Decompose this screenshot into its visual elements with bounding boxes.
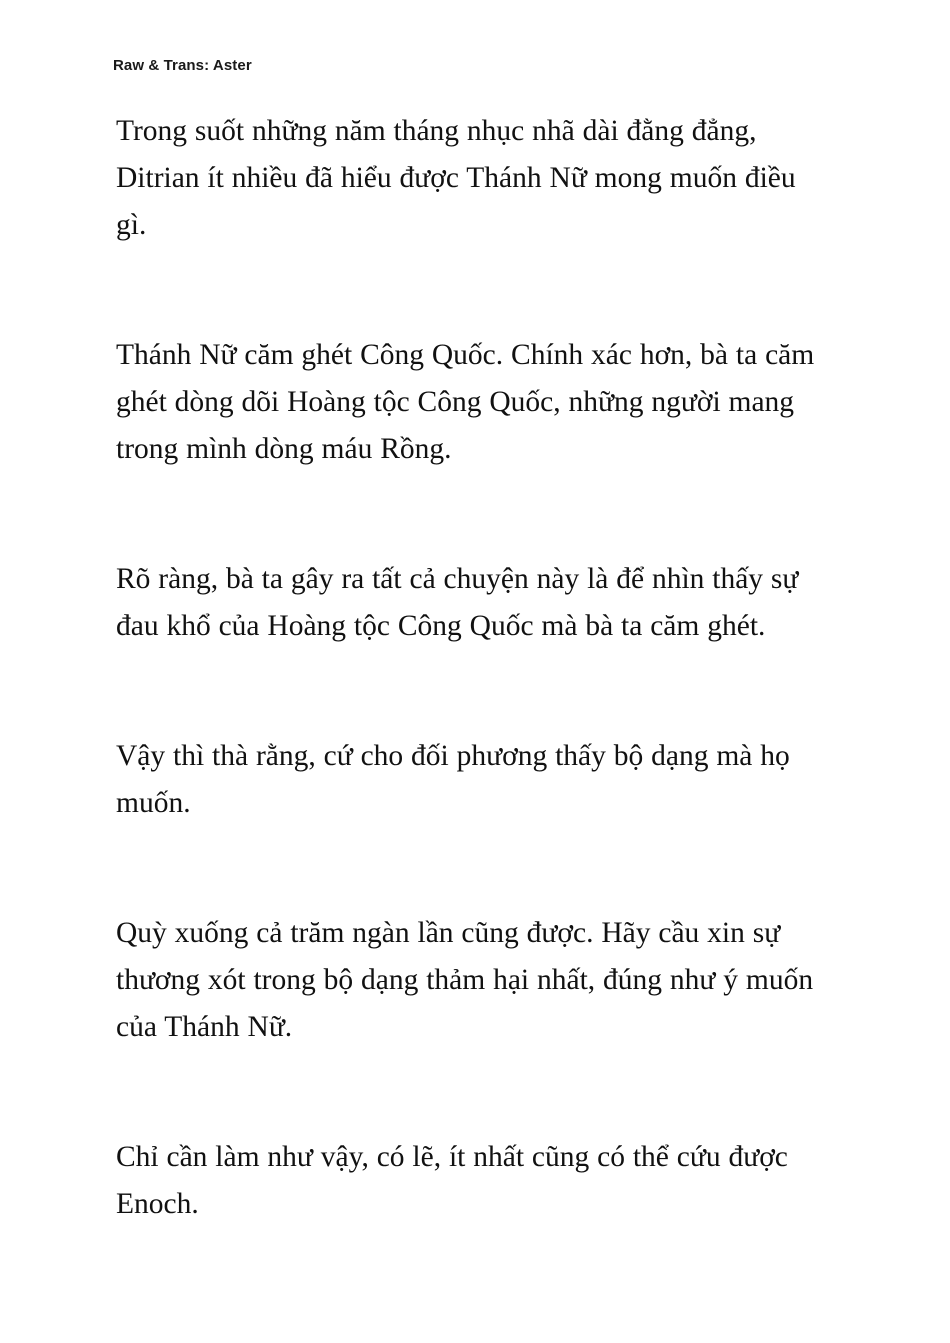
document-body — [116, 108, 832, 1228]
paragraph-3: Rõ ràng, bà ta gây ra tất cả chuyện này là để nhìn thấy sự đau khổ của Hoàng tộc Công Quốc mà bà ta căm ghét. — [116, 563, 799, 642]
paragraph-5: Quỳ xuống cả trăm ngàn lần cũng được. Hãy cầu xin sự thương xót trong bộ dạng thảm hại nhất, đúng như ý muốn của Thánh Nữ. — [116, 917, 814, 1043]
paragraph-6: Chỉ cần làm như vậy, có lẽ, ít nhất cũng có thể cứu được Enoch. — [116, 1141, 788, 1220]
paragraph-4: Vậy thì thà rằng, cứ cho đối phương thấy bộ dạng mà họ muốn. — [116, 740, 790, 819]
paragraph-2: Thánh Nữ căm ghét Công Quốc. Chính xác hơn, bà ta căm ghét dòng dõi Hoàng tộc Công Quốc, những người mang trong mình dòng máu Rồng. — [116, 339, 815, 465]
paragraph-1: Trong suốt những năm tháng nhục nhã dài đằng đẳng, Ditrian ít nhiều đã hiểu được Thánh Nữ mong muốn điều gì. — [116, 115, 796, 241]
page-running-header: Raw & Trans: Aster — [113, 57, 252, 74]
